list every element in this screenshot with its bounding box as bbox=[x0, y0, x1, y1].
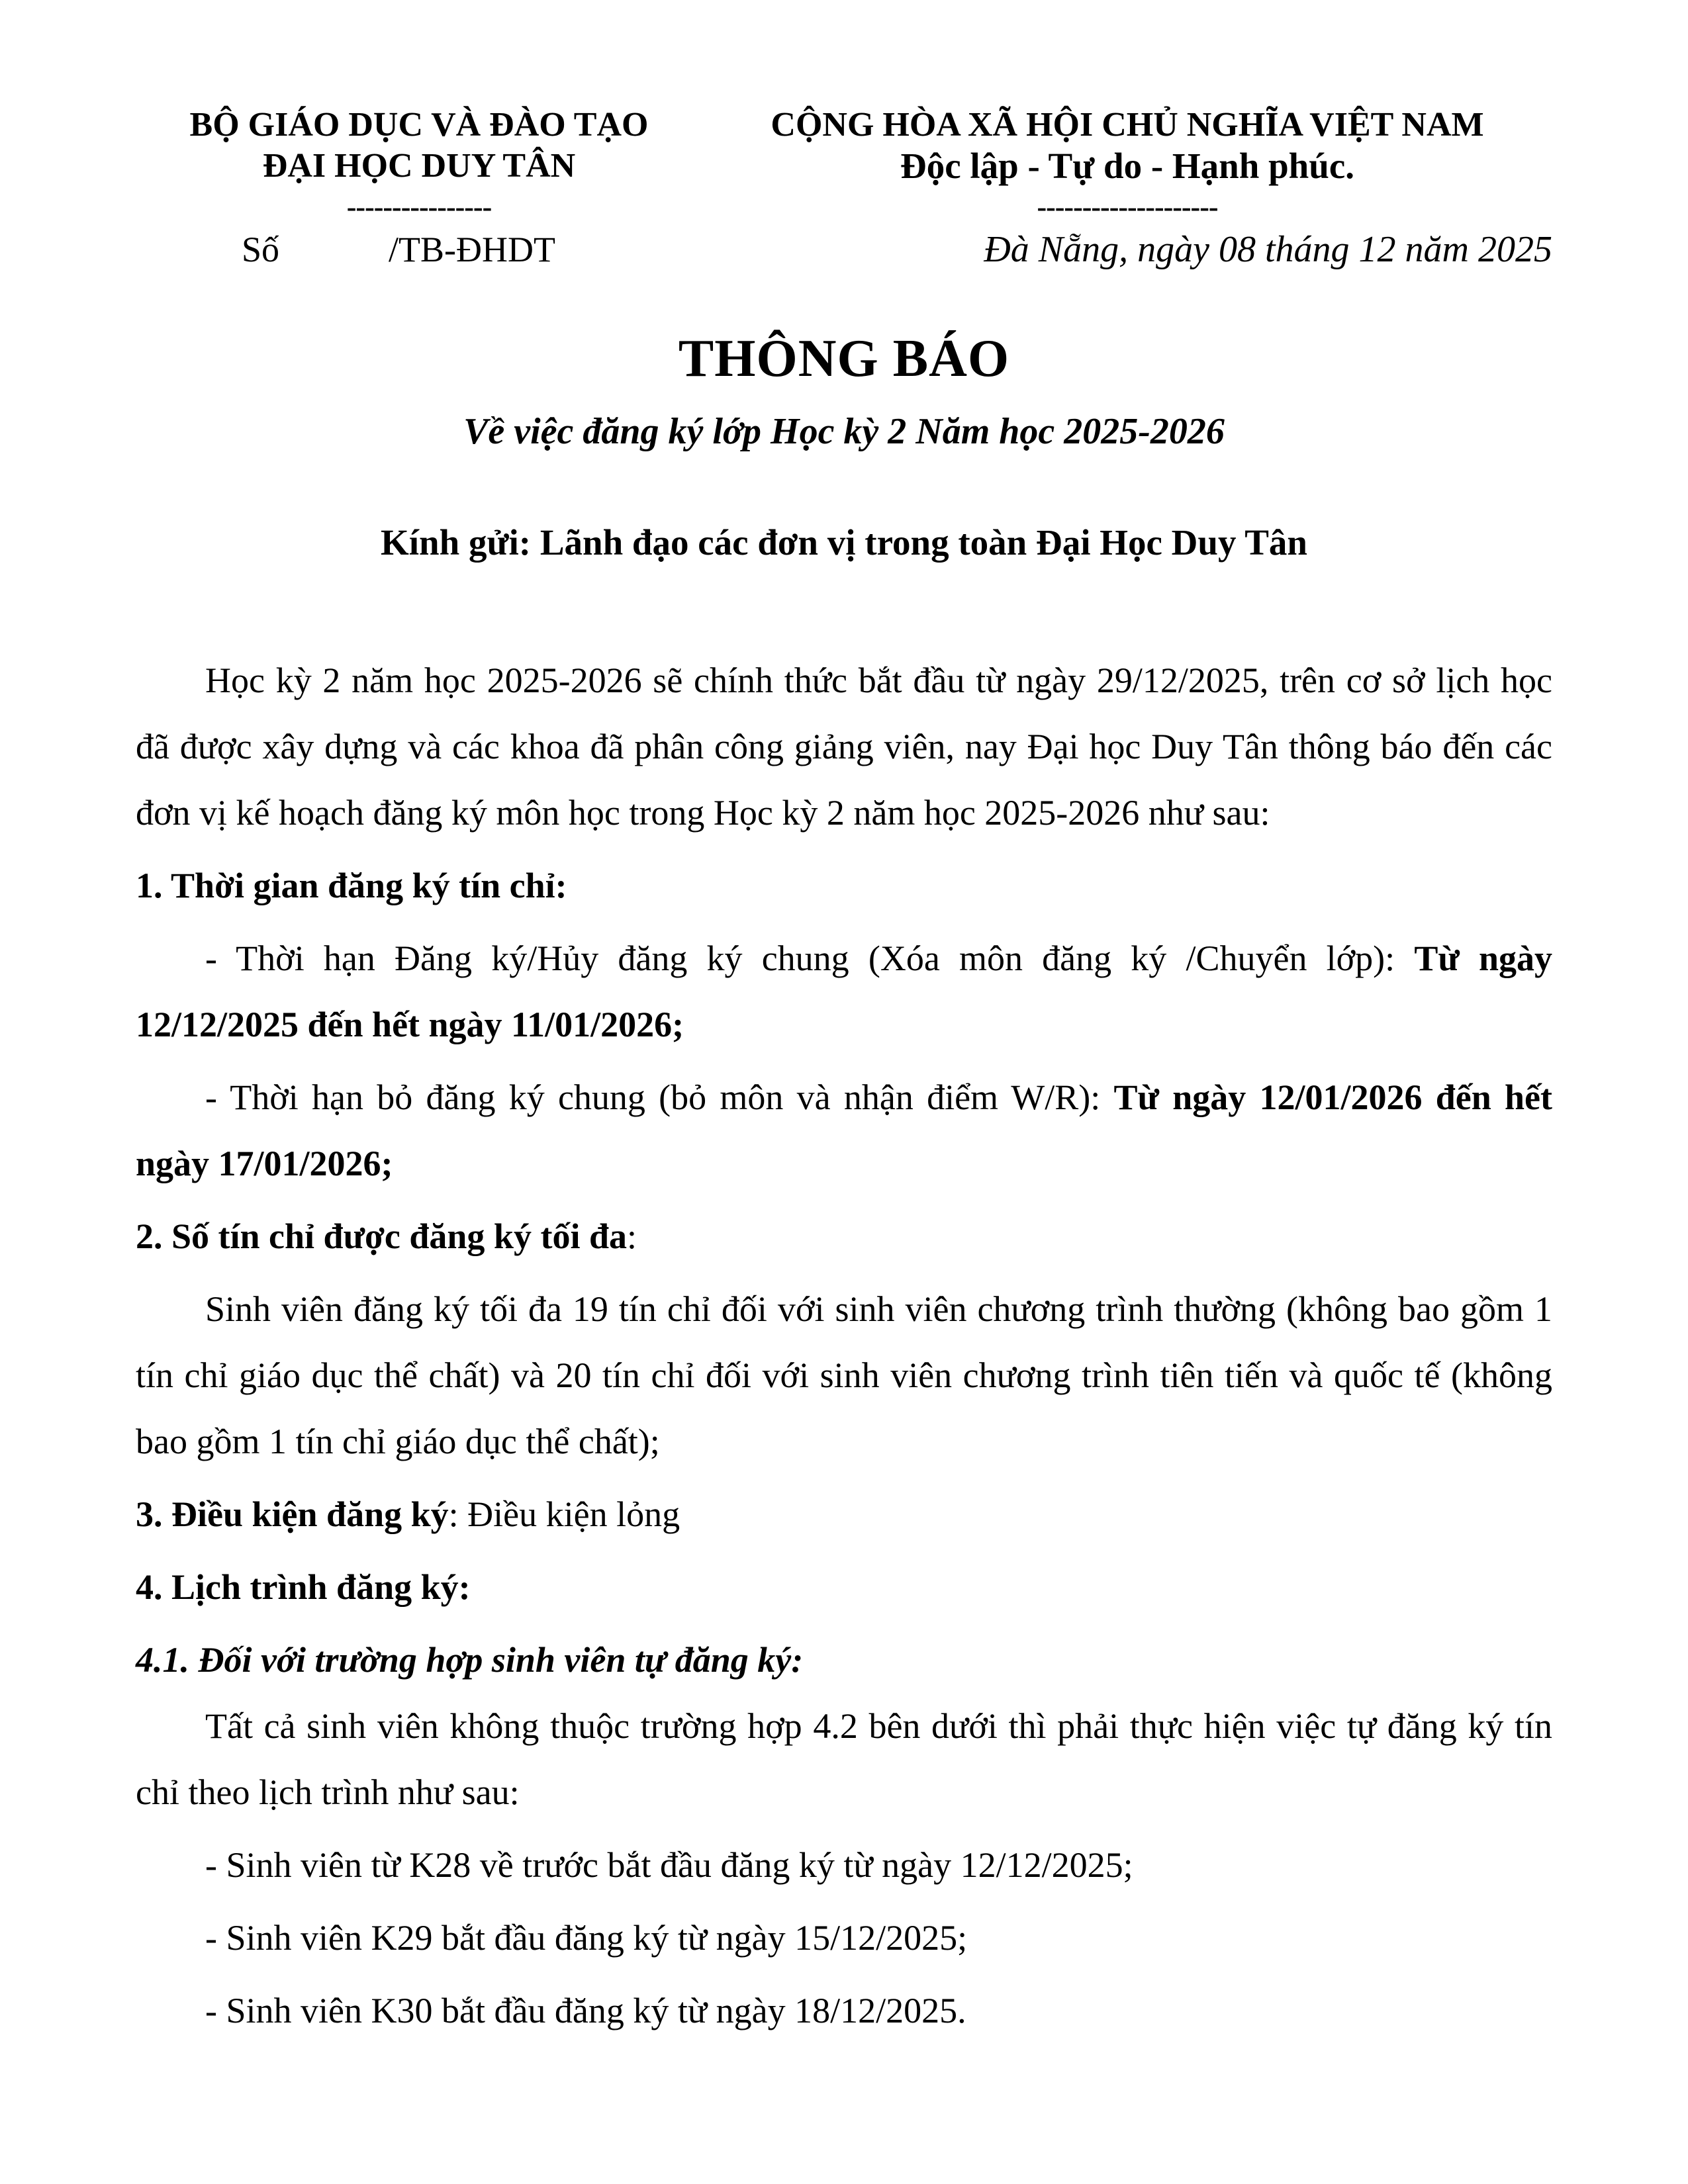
national-motto: Độc lập - Tự do - Hạnh phúc. bbox=[900, 146, 1355, 186]
national-title: CỘNG HÒA XÃ HỘI CHỦ NGHĨA VIỆT NAM bbox=[771, 106, 1484, 144]
document-header bbox=[136, 105, 1552, 271]
section-2-heading-text: 2. Số tín chỉ được đăng ký tối đa bbox=[136, 1216, 627, 1256]
header-right-divider: -------------------- bbox=[1037, 191, 1218, 223]
place-date-line: Đà Nẵng, ngày 08 tháng 12 năm 2025 bbox=[984, 229, 1552, 270]
registration-period-item bbox=[136, 925, 1552, 1058]
salutation-line: Kính gửi: Lãnh đạo các đơn vị trong toàn Đại Học Duy Tân bbox=[380, 522, 1308, 563]
section-3-heading-text: 3. Điều kiện đăng ký bbox=[136, 1494, 449, 1534]
list-item-k30: - Sinh viên K30 bắt đầu đăng ký từ ngày 18/12/2025. bbox=[205, 1991, 966, 2030]
drop-period-dates: Từ ngày 12/01/2026 đến hết ngày 17/01/2026; bbox=[136, 1077, 1552, 1183]
credit-limit-paragraph: Sinh viên đăng ký tối đa 19 tín chỉ đối với sinh viên chương trình thường (không bao gồm 1 tín chỉ giáo dục thể chất) và 20 tín chỉ đối với sinh viên chương trình tiên tiến và quốc tế (không bao gồm 1 tín chỉ giáo dục thể chất); bbox=[136, 1289, 1552, 1461]
section-3-heading bbox=[136, 1481, 1552, 1547]
self-registration-paragraph: Tất cả sinh viên không thuộc trường hợp 4.2 bên dưới thì phải thực hiện việc tự đăng ký tín chỉ theo lịch trình như sau: bbox=[136, 1706, 1552, 1812]
section-1-heading: 1. Thời gian đăng ký tín chỉ: bbox=[136, 866, 567, 905]
header-left-block bbox=[136, 105, 702, 271]
section-4-1-heading: 4.1. Đối với trường hợp sinh viên tự đăng ký: bbox=[136, 1640, 804, 1680]
header-right-block bbox=[702, 105, 1552, 271]
university-name: ĐẠI HỌC DUY TÂN bbox=[262, 147, 576, 185]
document-number bbox=[136, 228, 702, 271]
document-title: THÔNG BÁO bbox=[678, 330, 1010, 388]
registration-period-dates: Từ ngày 12/12/2025 đến hết ngày 11/01/2026; bbox=[136, 938, 1552, 1044]
document-number-label: Số bbox=[242, 230, 280, 269]
intro-paragraph: Học kỳ 2 năm học 2025-2026 sẽ chính thức bắt đầu từ ngày 29/12/2025, trên cơ sở lịch học đã được xây dựng và các khoa đã phân công giảng viên, nay Đại học Duy Tân thông báo đến các đơn vị kế hoạch đăng ký môn học trong Học kỳ 2 năm học 2025-2026 như sau: bbox=[136, 660, 1552, 833]
registration-period-text: - Thời hạn Đăng ký/Hủy đăng ký chung (Xóa môn đăng ký /Chuyển lớp): bbox=[205, 938, 1415, 978]
document-body bbox=[136, 647, 1552, 2044]
section-4-heading: 4. Lịch trình đăng ký: bbox=[136, 1567, 471, 1607]
drop-period-text: - Thời hạn bỏ đăng ký chung (bỏ môn và nhận điểm W/R): bbox=[205, 1077, 1114, 1117]
section-2-heading bbox=[136, 1203, 1552, 1269]
section-2-heading-colon: : bbox=[626, 1216, 637, 1256]
document-number-suffix: /TB-ĐHDT bbox=[389, 230, 556, 269]
ministry-name: BỘ GIÁO DỤC VÀ ĐÀO TẠO bbox=[189, 106, 649, 144]
drop-period-item bbox=[136, 1064, 1552, 1197]
section-3-heading-value: : Điều kiện lỏng bbox=[448, 1494, 680, 1534]
list-item-k29: - Sinh viên K29 bắt đầu đăng ký từ ngày 15/12/2025; bbox=[205, 1918, 968, 1958]
list-item-k28: - Sinh viên từ K28 về trước bắt đầu đăng ký từ ngày 12/12/2025; bbox=[205, 1845, 1133, 1885]
header-left-divider: ---------------- bbox=[346, 191, 492, 223]
document-subtitle: Về việc đăng ký lớp Học kỳ 2 Năm học 2025-2026 bbox=[463, 411, 1225, 452]
